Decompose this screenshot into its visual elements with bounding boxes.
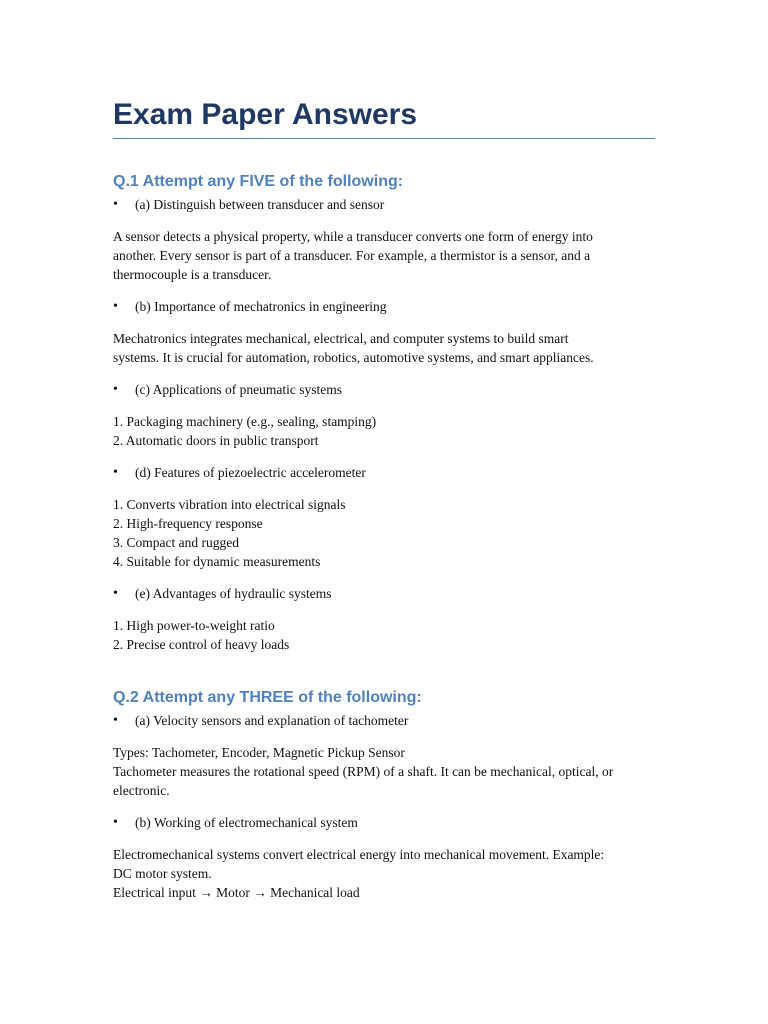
bullet-text: (c) Applications of pneumatic systems: [135, 382, 342, 397]
bullet-text: (b) Importance of mechatronics in engineering: [135, 299, 387, 314]
bullet-item: [113, 380, 655, 399]
bullet-item: [113, 813, 655, 832]
bullet-text: (a) Velocity sensors and explanation of tachometer: [135, 713, 409, 728]
bullet-text: (e) Advantages of hydraulic systems: [135, 586, 332, 601]
answer-line: Electrical input → Motor → Mechanical load: [113, 885, 360, 900]
answer-line: 2. Automatic doors in public transport: [113, 433, 319, 448]
answer-line: Electromechanical systems convert electrical energy into mechanical movement. Example:: [113, 847, 605, 862]
bullet-item: [113, 711, 655, 730]
answer-paragraph: [113, 616, 655, 654]
answer-paragraph: [113, 227, 655, 284]
answer-line: Types: Tachometer, Encoder, Magnetic Pickup Sensor: [113, 745, 405, 760]
section-heading: Q.1 Attempt any FIVE of the following:: [113, 173, 404, 190]
answer-line: 2. Precise control of heavy loads: [113, 637, 290, 652]
bullet-dot-icon: •: [113, 713, 118, 728]
answer-line: Mechatronics integrates mechanical, electrical, and computer systems to build smart: [113, 331, 569, 346]
bullet-item: [113, 297, 655, 316]
answer-paragraph: [113, 495, 655, 571]
bullet-dot-icon: •: [113, 465, 118, 480]
answer-paragraph: [113, 329, 655, 367]
answer-paragraph: [113, 845, 655, 902]
answer-line: 1. High power-to-weight ratio: [113, 618, 275, 633]
answer-line: systems. It is crucial for automation, robotics, automotive systems, and smart appliances.: [113, 350, 594, 365]
answer-line: another. Every sensor is part of a transducer. For example, a thermistor is a sensor, and a: [113, 248, 591, 263]
bullet-item: [113, 195, 655, 214]
answer-line: Tachometer measures the rotational speed (RPM) of a shaft. It can be mechanical, optical, or: [113, 764, 614, 779]
bullet-text: (a) Distinguish between transducer and sensor: [135, 197, 385, 212]
answer-paragraph: [113, 743, 655, 800]
bullet-text: (b) Working of electromechanical system: [135, 815, 358, 830]
bullet-item: [113, 584, 655, 603]
document-page: [113, 96, 655, 902]
answer-paragraph: [113, 412, 655, 450]
section-q2: [113, 688, 655, 902]
answer-line: 1. Converts vibration into electrical signals: [113, 497, 346, 512]
bullet-dot-icon: •: [113, 586, 118, 601]
answer-line: 2. High-frequency response: [113, 516, 263, 531]
bullet-item: [113, 463, 655, 482]
answer-line: DC motor system.: [113, 866, 212, 881]
answer-line: A sensor detects a physical property, while a transducer converts one form of energy into: [113, 229, 593, 244]
answer-line: 3. Compact and rugged: [113, 535, 239, 550]
document-title: Exam Paper Answers: [113, 96, 655, 139]
bullet-dot-icon: •: [113, 197, 118, 212]
answer-line: 1. Packaging machinery (e.g., sealing, stamping): [113, 414, 377, 429]
section-q1: [113, 172, 655, 654]
answer-line: 4. Suitable for dynamic measurements: [113, 554, 321, 569]
answer-line: thermocouple is a transducer.: [113, 267, 272, 282]
bullet-dot-icon: •: [113, 815, 118, 830]
section-heading: Q.2 Attempt any THREE of the following:: [113, 689, 422, 706]
answer-line: electronic.: [113, 783, 170, 798]
bullet-dot-icon: •: [113, 299, 118, 314]
bullet-text: (d) Features of piezoelectric accelerometer: [135, 465, 366, 480]
bullet-dot-icon: •: [113, 382, 118, 397]
